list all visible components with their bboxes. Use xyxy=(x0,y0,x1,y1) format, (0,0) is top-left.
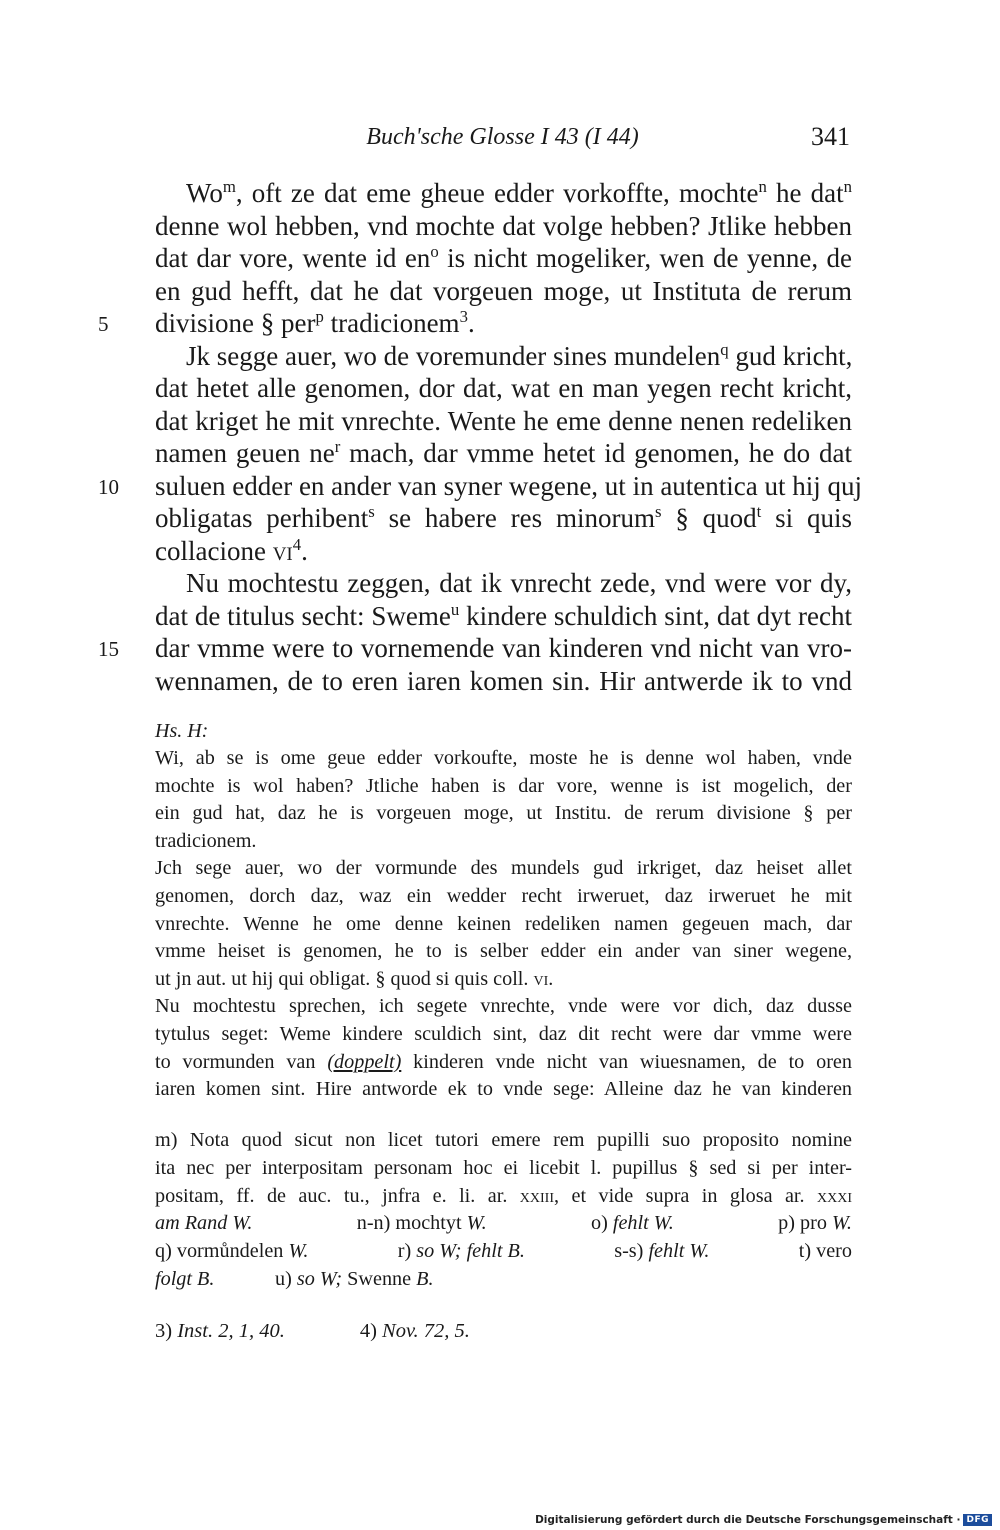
line-text: obligatas perhibent$^s$ se habere res minorum$^s$ § quod$^t$ si quis xyxy=(155,502,852,533)
text-line xyxy=(155,372,852,405)
text-line xyxy=(155,665,852,698)
line-text: Wo$^m$, oft ze dat eme gheue edder vorkoffte, mochte$^n$ he dat$^n$ xyxy=(186,177,852,208)
apparatus-lines xyxy=(155,1127,852,1210)
apparatus-entry: q) vormůndelen W. xyxy=(155,1240,309,1263)
text-line xyxy=(98,470,863,503)
apparatus-entry: am Rand W. xyxy=(155,1212,253,1235)
line-text: dat de titulus secht: Sweme$^u$ kindere schuldich sint, dat dyt recht xyxy=(155,599,852,631)
source-reference: 3) Inst. 2, 1, 40. xyxy=(155,1320,285,1342)
text-line xyxy=(155,567,852,600)
apparatus-entry: r) so W; fehlt B. xyxy=(397,1240,525,1263)
apparatus-entry: s-s) fehlt W. xyxy=(614,1240,710,1263)
line-text: suluen edder en ander van syner wegene, ut in autentica ut hij quj xyxy=(155,470,863,501)
manuscript-line: mochte is wol haben? Jtliche haben is dar vore, wenne is ist mogelich, der xyxy=(155,774,852,797)
apparatus-line: m) Nota quod sicut non licet tutori emere rem pupilli suo proposito nomine xyxy=(155,1129,852,1151)
text-line xyxy=(98,632,852,665)
running-head xyxy=(155,120,850,156)
manuscript-line: vnrechte. Wenne he ome denne keinen redeliken namen gegeuen mach, dar xyxy=(155,912,852,935)
apparatus-entry: o) fehlt W. xyxy=(590,1212,674,1235)
manuscript-line: ein gud hat, daz he is vorgeuen moge, ut Institu. de rerum divisione § per xyxy=(155,802,852,825)
manuscript-line: genomen, dorch daz, waz ein wedder recht irweruet, daz irweruet he mit xyxy=(155,884,852,907)
footer-text: Digitalisierung gefördert durch die Deutsche Forschungsgemeinschaft · xyxy=(535,1514,961,1526)
text-line xyxy=(155,210,852,243)
manuscript-line: to vormunden van (doppelt) kinderen vnde nicht van wiuesnamen, de to oren xyxy=(155,1050,852,1073)
manuscript-line: Wi, ab se is ome geue edder vorkoufte, moste he is denne wol haben, vnde xyxy=(155,747,852,769)
dfg-logo: DFG xyxy=(963,1514,992,1526)
line-text: dat dar vore, wente id $en^o$ is nicht mogeliker, wen de yenne, de xyxy=(155,242,853,273)
text-line xyxy=(98,307,852,340)
line-text: dat hetet alle genomen, dor dat, wat en man yegen recht kricht, xyxy=(155,373,852,403)
text-line xyxy=(155,242,852,275)
manuscript-line: vmme heiset is genomen, he to is selber edder ein ander van siner wegene, xyxy=(155,940,852,963)
text-line xyxy=(155,502,852,535)
line-text: dar vmme were to vornemende van kinderen vnd nicht van vro- xyxy=(155,633,852,663)
page-number: 341 xyxy=(811,122,850,151)
apparatus-grid xyxy=(155,1210,852,1266)
apparatus-last-line: folgt B. u) so W; Swenne B. xyxy=(155,1267,434,1290)
text-line xyxy=(155,177,852,210)
apparatus-entry: n-n) mochtyt W. xyxy=(356,1212,487,1235)
manuscript-line: tradicionem. xyxy=(155,829,257,852)
text-line xyxy=(155,535,852,568)
line-text: wennamen, de to eren iaren komen sin. Hir antwerde ik to vnd xyxy=(155,665,852,696)
footer-credit xyxy=(535,1514,992,1526)
text-line xyxy=(155,340,852,373)
main-text xyxy=(98,177,863,697)
apparatus-line: ita nec per interpositam personam hoc ei licebit l. pupillus § sed si per inter- xyxy=(155,1156,852,1179)
source-reference: 4) Nov. 72, 5. xyxy=(359,1320,470,1342)
manuscript-line: iaren komen sint. Hire antworde ek to vnde sege: Alleine daz he van kinderen xyxy=(155,1078,852,1101)
text-line xyxy=(155,275,852,308)
manuscript-line: Jch sege auer, wo der vormunde des mundels gud irkriget, daz heiset allet xyxy=(155,857,852,880)
running-title: Buch'sche Glosse I 43 (I 44) xyxy=(366,124,639,150)
manuscript-line: ut jn aut. ut hij qui obligat. § quod si quis coll. vi. xyxy=(155,967,554,990)
apparatus-row xyxy=(155,1210,852,1238)
manuscript-line: tytulus seget: Weme kindere sculdich sint, daz dit recht were dar vmme were xyxy=(155,1022,852,1045)
line-text: en gud hefft, dat he dat vorgeuen moge, ut Instituta de rerum xyxy=(155,275,852,306)
manuscript-lines xyxy=(155,745,852,1104)
line-number: 10 xyxy=(98,474,119,499)
apparatus-entry: p) pro W. xyxy=(778,1212,852,1235)
manuscript-line: Nu mochtestu sprechen, ich segete vnrechte, vnde were vor dich, daz dusse xyxy=(155,995,852,1018)
manuscript-label: Hs. H: xyxy=(155,720,209,742)
line-text: denne wol hebben, vnd mochte dat volge hebben? Jtlike hebben xyxy=(155,210,852,241)
line-text: divisione § per$^p$ tradicionem$^3$. xyxy=(155,307,475,338)
text-line xyxy=(155,600,852,633)
line-text: collacione $vi^4$. xyxy=(155,534,308,566)
line-number: 15 xyxy=(98,637,119,661)
line-text: Jk segge auer, wo de voremunder sines mundelen$^q$ gud kricht, xyxy=(186,339,853,371)
source-references xyxy=(155,1320,470,1343)
manuscript-variant-block xyxy=(155,717,852,1104)
line-text: namen geuen $ne^r$ mach, dar vmme hetet id genomen, he do dat xyxy=(155,437,853,468)
line-text: Nu mochtestu zeggen, dat ik vnrecht zede, vnd were vor dy, xyxy=(186,568,852,598)
line-number: 5 xyxy=(98,312,109,336)
text-line xyxy=(155,437,852,470)
apparatus-row xyxy=(155,1238,852,1266)
text-line xyxy=(155,405,852,438)
apparatus-line: positam, ff. de auc. tu., jnfra e. li. ar. xxiii, et vide supra in glosa ar. xxxi xyxy=(155,1184,852,1207)
apparatus-entry: t) vero xyxy=(798,1240,852,1263)
line-text: dat kriget he mit vnrechte. Wente he eme denne nenen redeliken xyxy=(155,405,852,436)
critical-apparatus xyxy=(155,1127,852,1294)
